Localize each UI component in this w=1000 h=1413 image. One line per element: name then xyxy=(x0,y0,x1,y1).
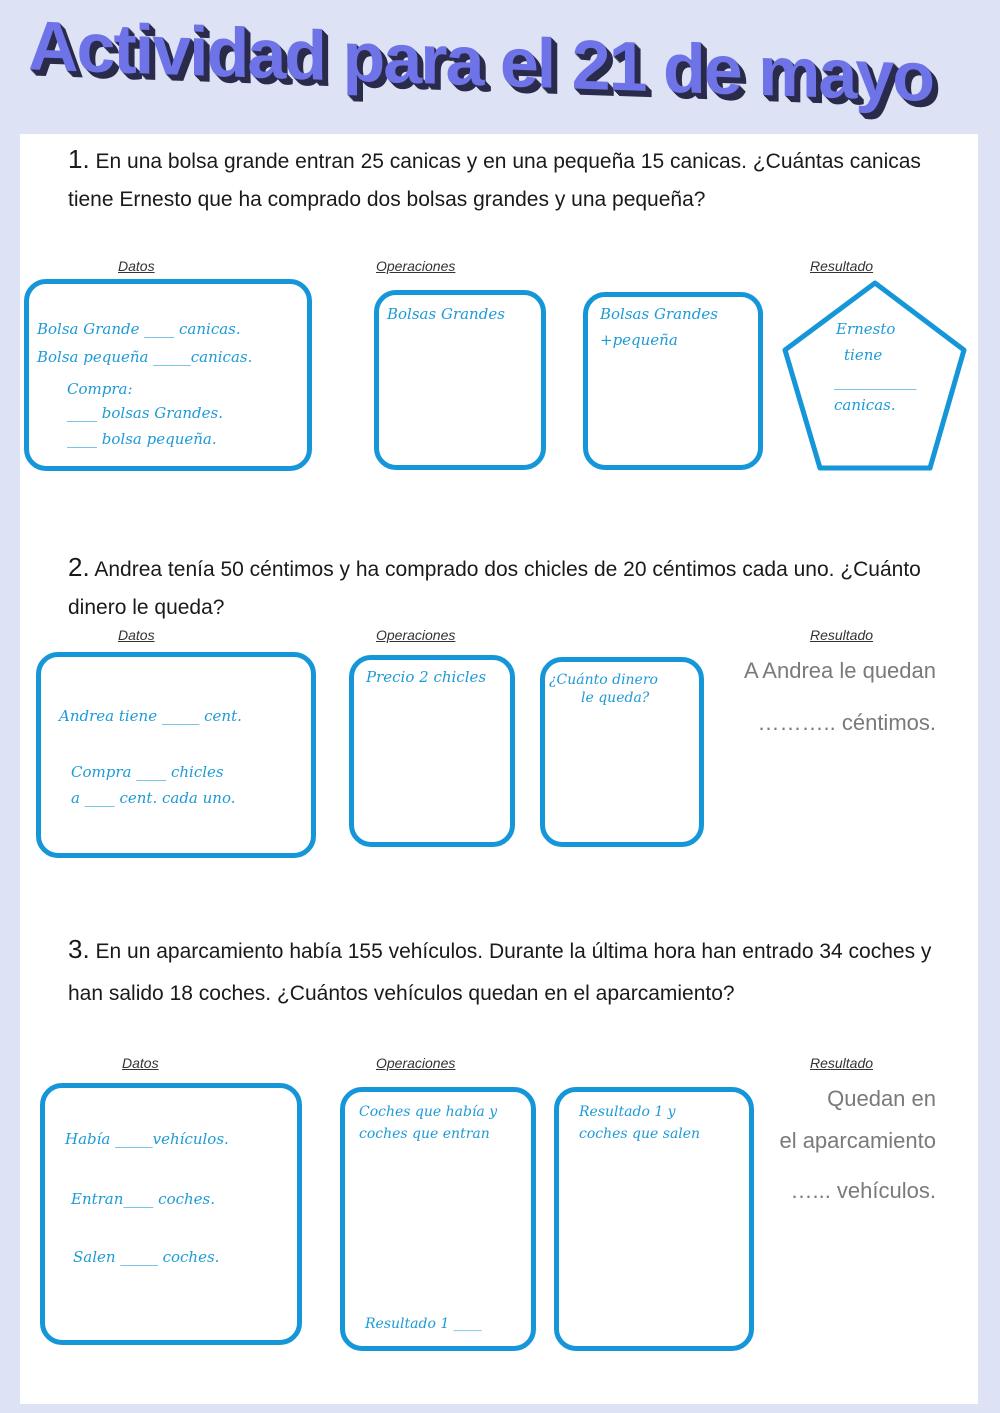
datos-label-3: Datos xyxy=(122,1055,159,1071)
op-header: Precio 2 chicles xyxy=(366,668,487,686)
operaciones-label-2: Operaciones xyxy=(376,627,456,643)
datos-line: ____ bolsas Grandes. xyxy=(67,404,224,422)
resultado-label-2: Resultado xyxy=(810,627,874,643)
problem-1-text: En una bolsa grande entran 25 canicas y en una pequeña 15 canicas. ¿Cuántas canicas tiene Ernesto que ha comprado dos bolsas grandes y una pequeña? xyxy=(68,150,921,211)
op-header: +pequeña xyxy=(600,331,678,349)
page-title: Actividad para el 21 de mayo xyxy=(28,6,933,117)
resultado-label-1: Resultado xyxy=(810,258,874,274)
problem-2-text: Andrea tenía 50 céntimos y ha comprado dos chicles de 20 céntimos cada uno. ¿Cuánto dinero le queda? xyxy=(68,558,921,619)
datos-line: ____ bolsa pequeña. xyxy=(67,430,217,448)
datos-label-1: Datos xyxy=(118,258,155,274)
op-header: coches que entran xyxy=(359,1126,490,1142)
problem-2-datos-box[interactable] xyxy=(36,652,316,858)
problem-2-statement xyxy=(68,548,948,627)
problem-1-op-box-2[interactable] xyxy=(583,292,763,470)
result-text: ……….. céntimos. xyxy=(757,710,936,735)
result-text: canicas. xyxy=(834,396,896,414)
problem-3-datos-box[interactable] xyxy=(40,1083,302,1345)
op-header: Bolsas Grandes xyxy=(387,305,505,323)
problem-2-op-box-2[interactable] xyxy=(540,657,704,847)
datos-line: a ____ cent. cada uno. xyxy=(71,789,236,807)
problem-3-op-box-2[interactable] xyxy=(554,1087,754,1351)
op-header: ¿Cuánto dinero xyxy=(549,672,658,688)
problem-3-statement xyxy=(68,928,948,1015)
datos-line: Bolsa Grande ____ canicas. xyxy=(37,320,241,338)
op-header: le queda? xyxy=(581,690,650,706)
problem-1-number: 1. xyxy=(68,144,90,174)
datos-line: Salen _____ coches. xyxy=(73,1248,220,1266)
datos-line: Bolsa pequeña _____canicas. xyxy=(37,348,253,366)
resultado-label-3: Resultado xyxy=(810,1055,874,1071)
datos-line: Había _____vehículos. xyxy=(65,1130,229,1148)
result-text: tiene xyxy=(844,346,883,364)
datos-line: Compra ____ chicles xyxy=(71,763,224,781)
problem-1-op-box-1[interactable] xyxy=(374,290,546,470)
datos-label-2: Datos xyxy=(118,627,155,643)
op-header: Resultado 1 y xyxy=(579,1104,676,1120)
datos-line: Andrea tiene _____ cent. xyxy=(59,707,242,725)
problem-3-text: En un aparcamiento había 155 vehículos. Durante la última hora han entrado 34 coches y han salido 18 coches. ¿Cuántos vehículos quedan en el aparcamiento? xyxy=(68,940,932,1005)
result-text: Ernesto xyxy=(836,320,896,338)
result-blank[interactable]: ___________ xyxy=(834,372,917,390)
operaciones-label-3: Operaciones xyxy=(376,1055,456,1071)
result-text: A Andrea le quedan xyxy=(743,658,936,683)
problem-2-op-box-1[interactable] xyxy=(349,655,515,847)
datos-line: Compra: xyxy=(67,380,133,398)
problem-1-statement xyxy=(68,140,948,219)
problem-1-datos-box[interactable] xyxy=(24,279,312,471)
datos-line: Entran____ coches. xyxy=(71,1190,216,1208)
operaciones-label-1: Operaciones xyxy=(376,258,456,274)
op-header: Coches que había y xyxy=(359,1104,498,1120)
op-header: coches que salen xyxy=(579,1126,701,1142)
result-text: el aparcamiento xyxy=(779,1128,936,1153)
problem-2-number: 2. xyxy=(68,552,90,582)
result-text: …... vehículos. xyxy=(790,1178,936,1203)
result-text: Quedan en xyxy=(827,1086,936,1111)
op-footer: Resultado 1 ____ xyxy=(365,1316,482,1332)
op-header: Bolsas Grandes xyxy=(600,305,718,323)
problem-3-op-box-1[interactable] xyxy=(340,1087,536,1351)
problem-3-number: 3. xyxy=(68,934,90,964)
